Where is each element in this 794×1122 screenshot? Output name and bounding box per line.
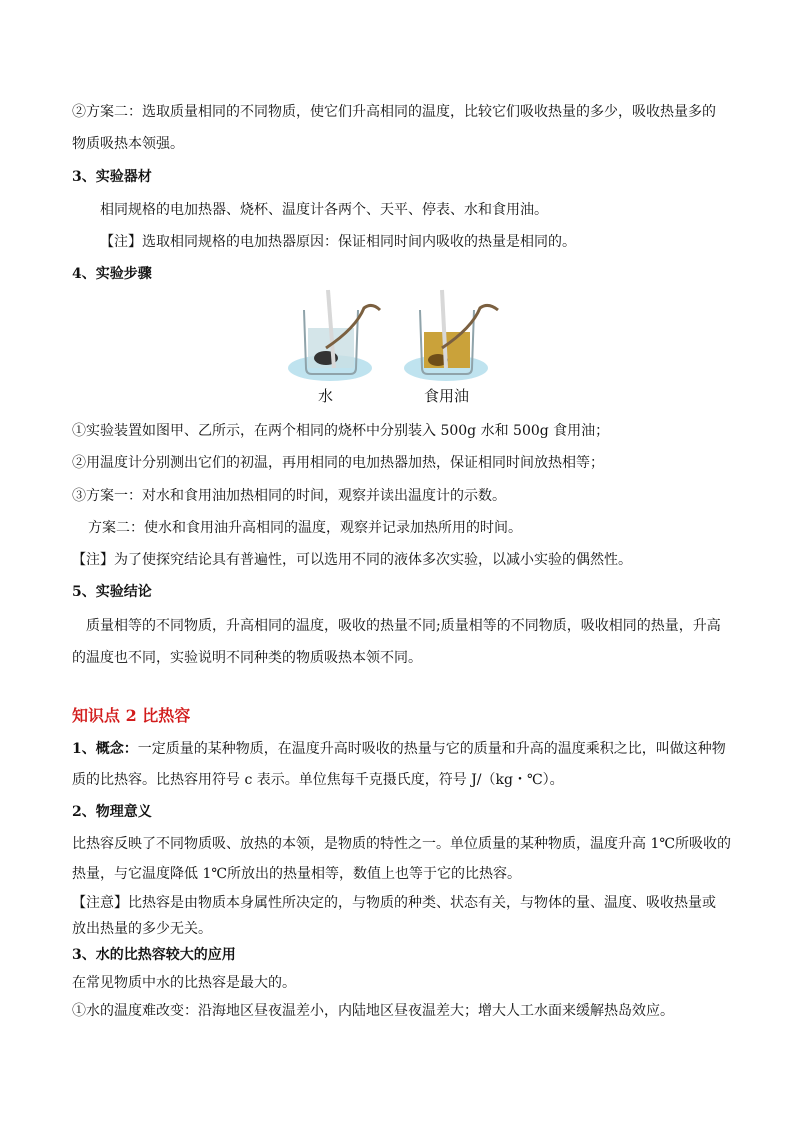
text-line: ②方案二：选取质量相同的不同物质，使它们升高相同的温度，比较它们吸收热量的多少，吸收热量多的 <box>72 104 716 120</box>
concept-label: 1、概念： <box>72 741 138 757</box>
text-line: ①水的温度难改变：沿海地区昼夜温差小，内陆地区昼夜温差大；增大人工水面来缓解热岛效应。 <box>72 1003 674 1019</box>
experiment-figure <box>286 288 508 412</box>
water-label: 水 <box>318 387 334 405</box>
text-line: 相同规格的电加热器、烧杯、温度计各两个、天平、停表、水和食用油。 <box>100 202 548 218</box>
step-line: ①实验装置如图甲、乙所示，在两个相同的烧杯中分别装入 500g 水和 500g 食用油； <box>72 423 610 439</box>
text-line: 比热容反映了不同物质吸、放热的本领，是物质的特性之一。单位质量的某种物质，温度升高 1℃所吸收的 <box>72 836 732 852</box>
text-line: 物质吸热本领强。 <box>72 136 184 152</box>
text-line: 在常见物质中水的比热容是最大的。 <box>72 975 296 991</box>
section-heading: 4、实验步骤 <box>72 266 152 282</box>
text-line: 的温度也不同，实验说明不同种类的物质吸热本领不同。 <box>72 650 422 666</box>
concept-text: 一定质量的某种物质，在温度升高时吸收的热量与它的质量和升高的温度乘积之比，叫做这种物 <box>137 741 726 757</box>
text-line: 质的比热容。比热容用符号 c 表示。单位焦每千克摄氏度，符号 J/（kg・℃）。 <box>72 772 564 788</box>
section-heading: 3、水的比热容较大的应用 <box>72 947 236 963</box>
concept-line <box>72 740 726 758</box>
knowledge-point-title: 知识点 2 比热容 <box>72 706 191 725</box>
oil-label: 食用油 <box>424 387 470 405</box>
section-heading: 3、实验器材 <box>72 169 152 185</box>
section-heading: 2、物理意义 <box>72 804 152 820</box>
section-heading: 5、实验结论 <box>72 584 152 600</box>
step-line: ②用温度计分别测出它们的初温，再用相同的电加热器加热，保证相同时间放热相等； <box>72 455 604 471</box>
text-line: 放出热量的多少无关。 <box>72 921 212 937</box>
step-line: ③方案一：对水和食用油加热相同的时间，观察并读出温度计的示数。 <box>72 488 506 504</box>
step-line: 方案二：使水和食用油升高相同的温度，观察并记录加热所用的时间。 <box>88 520 522 536</box>
text-line: 质量相等的不同物质，升高相同的温度，吸收的热量不同;质量相等的不同物质，吸收相同的热量，升高 <box>86 618 721 634</box>
text-line: 热量，与它温度降低 1℃所放出的热量相等，数值上也等于它的比热容。 <box>72 866 522 882</box>
note-line: 【注意】比热容是由物质本身属性所决定的，与物质的种类、状态有关，与物体的量、温度、吸收热量或 <box>72 895 716 911</box>
beakers-illustration <box>286 288 508 388</box>
note-line: 【注】选取相同规格的电加热器原因：保证相同时间内吸收的热量是相同的。 <box>100 234 576 250</box>
note-line: 【注】为了使探究结论具有普遍性，可以选用不同的液体多次实验，以减小实验的偶然性。 <box>72 552 632 568</box>
